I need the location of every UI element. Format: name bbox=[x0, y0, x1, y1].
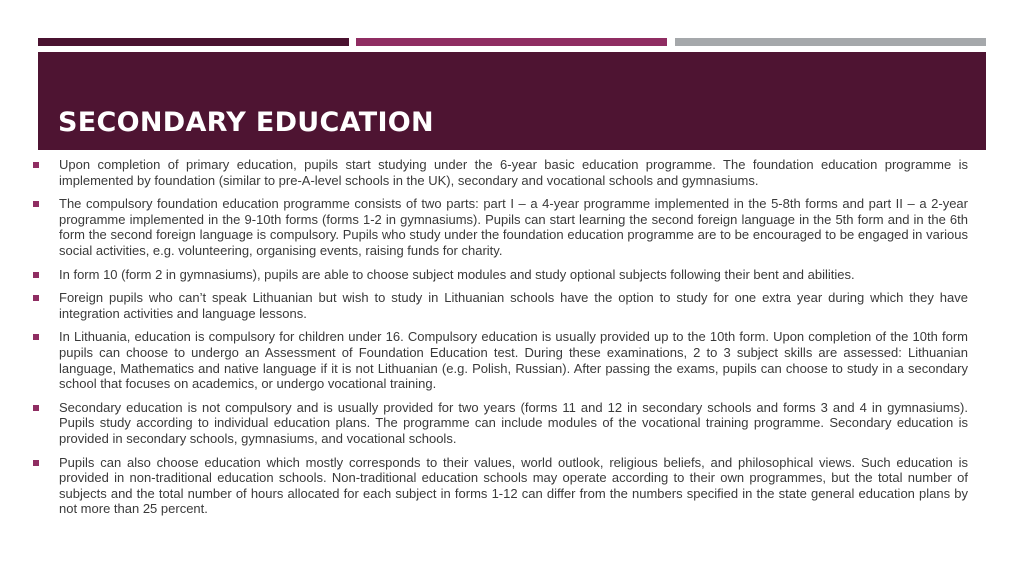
square-bullet-icon bbox=[33, 460, 39, 466]
bullet-item-1 bbox=[33, 157, 968, 188]
accent-bar-magenta bbox=[356, 38, 667, 46]
bullet-item-3 bbox=[33, 267, 968, 283]
bullet-item-2 bbox=[33, 196, 968, 258]
bullet-list bbox=[33, 157, 968, 525]
bullet-text-4: Foreign pupils who can’t speak Lithuanian but wish to study in Lithuanian schools have the option to study for one extra year during which they have integration activities and language lessons. bbox=[59, 290, 968, 321]
title-band bbox=[38, 52, 986, 150]
bullet-text-7: Pupils can also choose education which mostly corresponds to their values, world outlook, religious beliefs, and philosophical views. Such education is provided in non-traditional education schools. Non-traditional education schools may operate according to their own programmes, but the total number of subjects and the total number of hours allocated for each subject in forms 1-12 can differ from the numbers specified in the state general education plans by not more than 25 percent. bbox=[59, 454, 968, 517]
bullet-text-1: Upon completion of primary education, pupils start studying under the 6-year basic education programme. The foundation education programme is implemented by foundation (similar to pre-A-level schools in the UK), secondary and vocational schools and gymnasiums. bbox=[59, 157, 968, 188]
slide-title: SECONDARY EDUCATION bbox=[58, 107, 434, 138]
square-bullet-icon bbox=[33, 334, 39, 340]
bullet-text-3: In form 10 (form 2 in gymnasiums), pupils are able to choose subject modules and study optional subjects following their bent and abilities. bbox=[59, 266, 855, 282]
square-bullet-icon bbox=[33, 405, 39, 411]
bullet-text-6: Secondary education is not compulsory and is usually provided for two years (forms 11 and 12 in secondary schools and forms 3 and 4 in gymnasiums). Pupils study according to individual education plans. The programme can include modules of the vocational training programme. Secondary education is provided in secondary schools, gymnasiums, and vocational schools. bbox=[59, 399, 968, 446]
square-bullet-icon bbox=[33, 162, 39, 168]
accent-bar-dark bbox=[38, 38, 349, 46]
bullet-text-5: In Lithuania, education is compulsory for children under 16. Compulsory education is usually provided up to the 10th form. Upon completion of the 10th form pupils can choose to undergo an Assessment of Foundation Education test. During these examinations, 2 to 3 subject skills are assessed: Lithuanian language, Mathematics and native language if it is not Lithuanian (e.g. Polish, Russian). After passing the exams, pupils can choose to study in a secondary school that focuses on academics, or undergo vocational training. bbox=[59, 329, 968, 392]
bullet-item-6 bbox=[33, 400, 968, 447]
bullet-item-4 bbox=[33, 290, 968, 321]
square-bullet-icon bbox=[33, 295, 39, 301]
bullet-item-7 bbox=[33, 455, 968, 517]
square-bullet-icon bbox=[33, 201, 39, 207]
accent-bar-gray bbox=[675, 38, 986, 46]
square-bullet-icon bbox=[33, 272, 39, 278]
bullet-text-2: The compulsory foundation education programme consists of two parts: part I – a 4-year programme implemented in the 5-8th forms and part II – a 2-year programme implemented in the 9-10th forms (forms 1-2 in gymnasiums). Pupils can start learning the second foreign language in the 5th form and in the 6th form the second foreign language is compulsory. Pupils who study under the foundation education programme are to be encouraged to be engaged in various social activities, e.g. volunteering, organising events, raising funds for charity. bbox=[59, 196, 968, 258]
bullet-item-5 bbox=[33, 329, 968, 391]
